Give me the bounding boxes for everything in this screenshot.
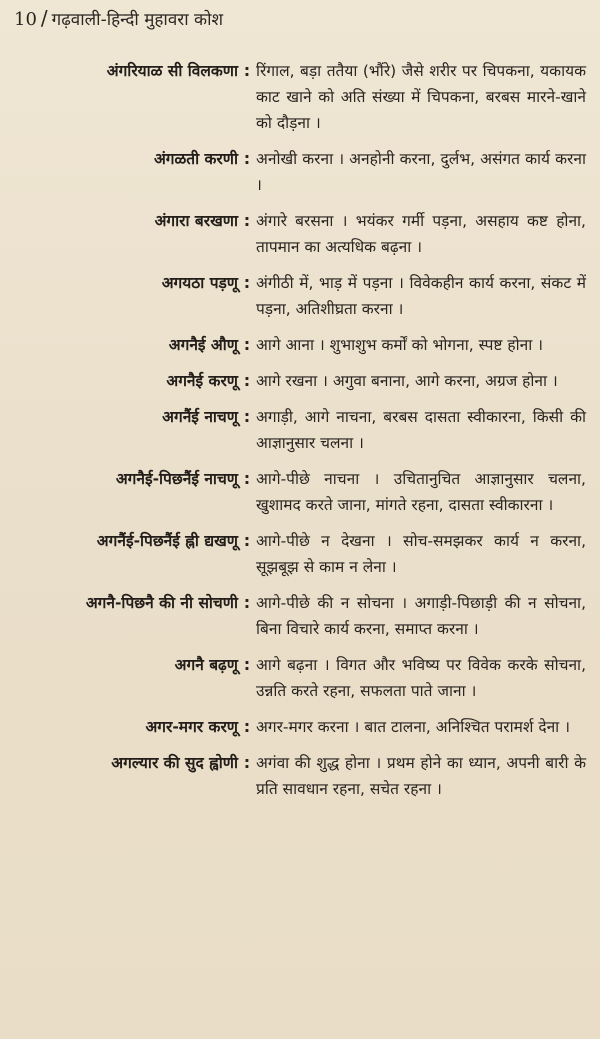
entry-term: अगनैई-पिछनैंई नाचणू	[115, 470, 238, 488]
entry-colon: :	[243, 407, 251, 426]
entry-definition: आगे-पीछे नाचना । उचितानुचित आज्ञानुसार चलना, खुशामद करते जाना, मांगते रहना, दासता स्वीकारना ।	[256, 470, 586, 514]
entry-definition: आगे रखना । अगुवा बनाना, आगे करना, अग्रज होना ।	[256, 372, 558, 390]
entry-colon: :	[243, 753, 251, 772]
dictionary-entry	[0, 714, 600, 740]
entry-term: अंगारा बरखणा	[154, 212, 238, 230]
dictionary-entry	[0, 368, 600, 394]
entry-definition: अंगीठी में, भाड़ में पड़ना । विवेकहीन कार्य करना, संकट में पड़ना, अतिशीघ्रता करना ।	[256, 274, 586, 318]
dictionary-entry	[0, 332, 600, 358]
entry-term: अगनैंई नाचणू	[162, 408, 238, 426]
entry-colon: :	[243, 593, 251, 612]
entry-term: अगनैंई-पिछनैंई ह्नी द्यखणू	[96, 532, 238, 550]
entry-term: अगनै-पिछनै की नी सोचणी	[85, 594, 238, 612]
entry-term: अगल्यार की सुद ह्वोणी	[111, 754, 238, 772]
entry-definition: आगे बढ़ना । विगत और भविष्य पर विवेक करके सोचना, उन्नति करते रहना, सफलता पाते जाना ।	[256, 656, 586, 700]
entry-definition: अगाड़ी, आगे नाचना, बरबस दासता स्वीकारना, किसी की आज्ञानुसार चलना ।	[256, 408, 586, 452]
dictionary-entry	[0, 404, 600, 456]
dictionary-entry	[0, 528, 600, 580]
dictionary-entry	[0, 590, 600, 642]
entry-term: अगयठा पड़णू	[161, 274, 238, 292]
entry-term: अंगळती करणी	[153, 150, 238, 168]
entry-term: अगर-मगर करणू	[145, 718, 238, 736]
entry-colon: :	[243, 469, 251, 488]
entry-colon: :	[243, 149, 251, 168]
entry-definition: रिंगाल, बड़ा ततैया (भौंरे) जैसे शरीर पर चिपकना, यकायक काट खाने को अति संख्या में चिपकना, बरबस मारने-खाने को दौड़ना ।	[256, 62, 586, 132]
book-title: गढ़वाली-हिन्दी मुहावरा कोश	[51, 10, 224, 30]
entry-colon: :	[243, 273, 251, 292]
entry-definition: आगे-पीछे न देखना । सोच-समझकर कार्य न करना, सूझबूझ से काम न लेना ।	[256, 532, 586, 576]
entry-definition: अनोखी करना । अनहोनी करना, दुर्लभ, असंगत कार्य करना ।	[256, 150, 586, 194]
entry-colon: :	[243, 211, 251, 230]
entry-colon: :	[243, 371, 251, 390]
dictionary-entry	[0, 146, 600, 198]
dictionary-entry	[0, 750, 600, 802]
entry-term: अंगरियाळ सी विलकणा	[106, 62, 238, 80]
dictionary-entry	[0, 652, 600, 704]
dictionary-entry	[0, 270, 600, 322]
entry-definition: अगंवा की शुद्ध होना । प्रथम होने का ध्यान, अपनी बारी के प्रति सावधान रहना, सचेत रहना ।	[256, 754, 586, 798]
page-number: 10	[14, 9, 37, 30]
dictionary-entry	[0, 208, 600, 260]
entry-colon: :	[243, 655, 251, 674]
entry-definition: आगे आना । शुभाशुभ कर्मों को भोगना, स्पष्ट होना ।	[256, 336, 544, 354]
page-header	[14, 6, 223, 30]
entry-term: अगनै बढ़णू	[174, 656, 238, 674]
entry-colon: :	[243, 61, 251, 80]
entry-colon: :	[243, 531, 251, 550]
entry-definition: अगर-मगर करना । बात टालना, अनिश्चित परामर्श देना ।	[256, 718, 570, 736]
entry-definition: अंगारे बरसना । भयंकर गर्मी पड़ना, असहाय कष्ट होना, तापमान का अत्यधिक बढ़ना ।	[256, 212, 586, 256]
dictionary-entry	[0, 466, 600, 518]
entry-term: अगनैई करणू	[166, 372, 238, 390]
header-separator: /	[40, 6, 48, 30]
entry-colon: :	[243, 335, 251, 354]
entry-colon: :	[243, 717, 251, 736]
entry-definition: आगे-पीछे की न सोचना । अगाड़ी-पिछाड़ी की न सोचना, बिना विचारे कार्य करना, समाप्त करना ।	[256, 594, 586, 638]
entry-term: अगनैई औणू	[168, 336, 238, 354]
dictionary-entry	[0, 58, 600, 136]
dictionary-entries	[0, 58, 600, 812]
